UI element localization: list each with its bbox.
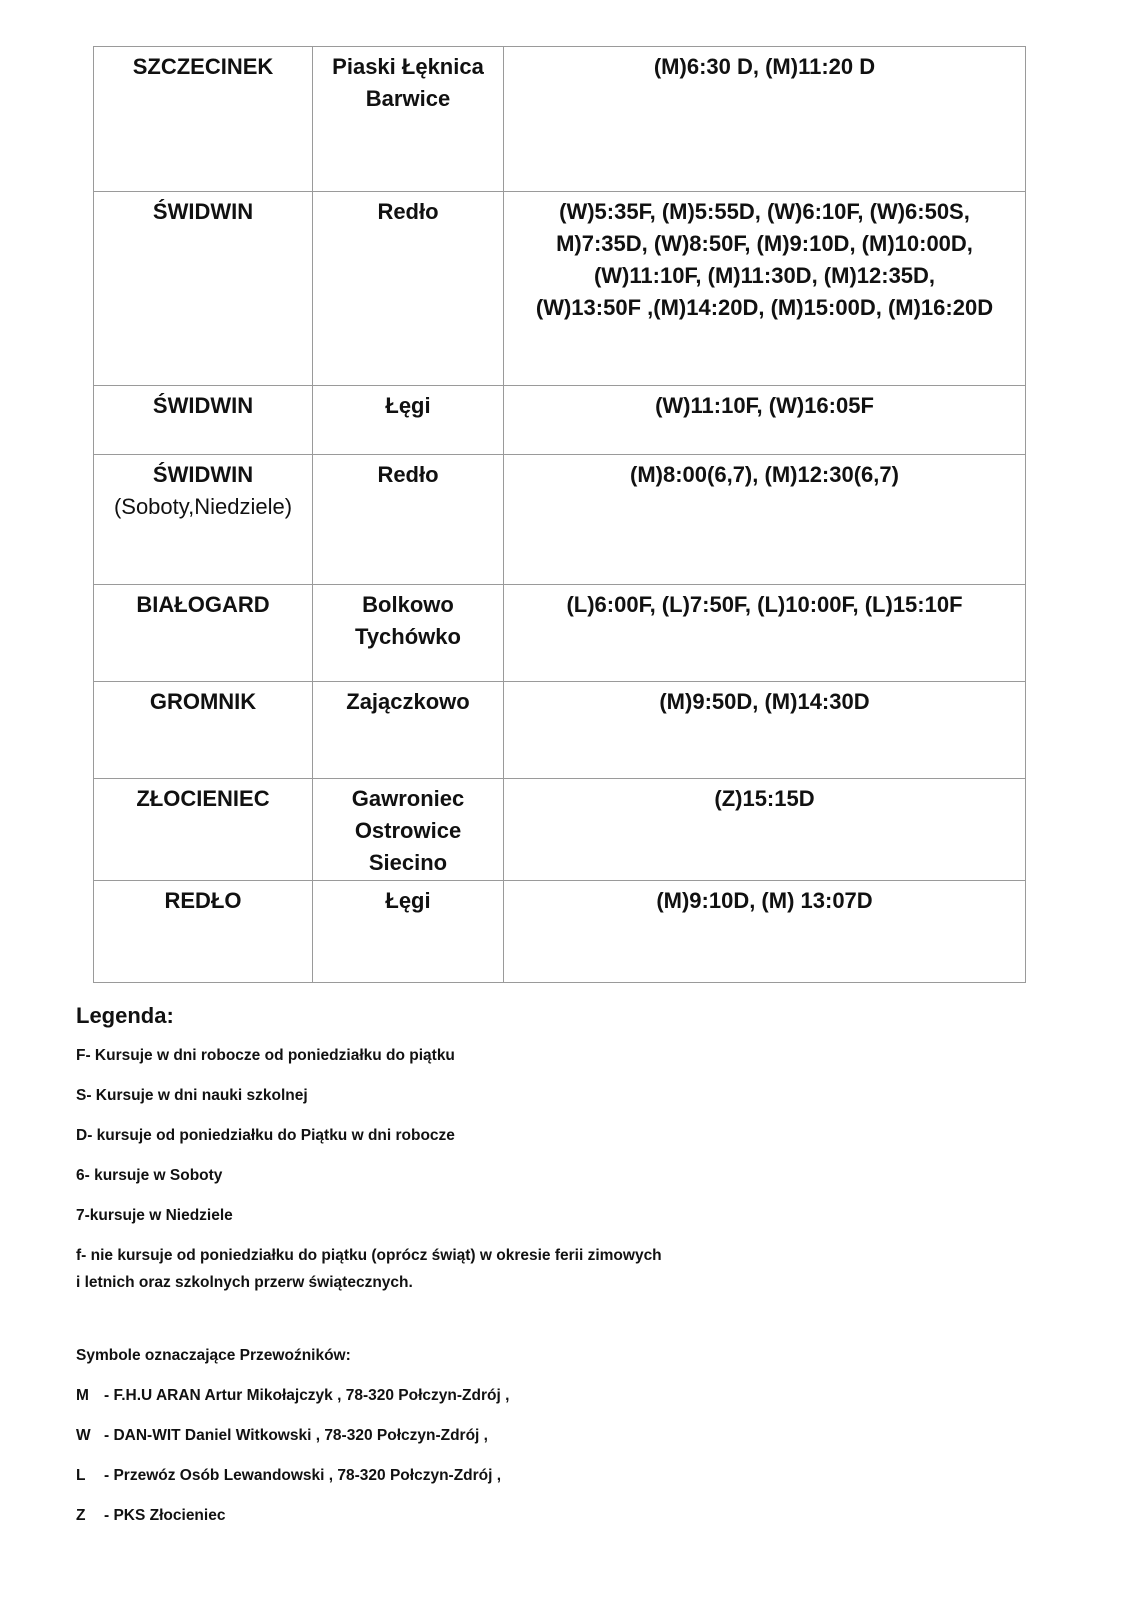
carrier-item [76,1466,1056,1486]
table-row [94,386,1026,455]
carrier-code: Z [76,1507,86,1524]
via-cell: Redło [313,455,504,585]
table-row [94,779,1026,881]
city-cell [94,881,313,983]
legend-item: F- Kursuje w dni robocze od poniedziałku do piątku [76,1047,455,1064]
city-cell [94,682,313,779]
carrier-code: L [76,1467,86,1484]
legend-item: D- kursuje od poniedziałku do Piątku w dni robocze [76,1127,455,1144]
table-row [94,585,1026,682]
times-cell: (M)8:00(6,7), (M)12:30(6,7) [504,455,1026,585]
via-cell: Łęgi [313,881,504,983]
via-cell: Łęgi [313,386,504,455]
carrier-item [76,1506,1056,1526]
carrier-text: - PKS Złocieniec [104,1507,226,1524]
table-row [94,192,1026,386]
times-cell: (Z)15:15D [504,779,1026,881]
legend-item: 7-kursuje w Niedziele [76,1207,233,1224]
city-name: ŚWIDWIN [152,199,254,224]
carrier-item [76,1426,1056,1446]
carrier-item [76,1386,1056,1406]
city-name: REDŁO [164,888,242,913]
city-name: SZCZECINEK [132,54,274,79]
carrier-text: - Przewóz Osób Lewandowski , 78-320 Połczyn-Zdrój , [104,1467,502,1484]
city-cell [94,455,313,585]
city-cell [94,585,313,682]
times-cell: (M)9:10D, (M) 13:07D [504,881,1026,983]
city-cell [94,779,313,881]
table-row [94,455,1026,585]
times-cell: (L)6:00F, (L)7:50F, (L)10:00F, (L)15:10F [504,585,1026,682]
city-name: GROMNIK [149,689,257,714]
city-name: BIAŁOGARD [136,592,270,617]
carrier-text: - F.H.U ARAN Artur Mikołajczyk , 78-320 Połczyn-Zdrój , [104,1387,510,1404]
via-cell: Zajączkowo [313,682,504,779]
city-cell [94,47,313,192]
city-name: ZŁOCIENIEC [136,786,270,811]
legend-item: S- Kursuje w dni nauki szkolnej [76,1087,308,1104]
times-cell: (W)5:35F, (M)5:55D, (W)6:10F, (W)6:50S, M)7:35D, (W)8:50F, (M)9:10D, (M)10:00D, (W)11:10F, (M)11:30D, (M)12:35D, (W)13:50F ,(M)14:20D, (M)15:00D, (M)16:20D [504,192,1026,386]
city-cell [94,192,313,386]
city-note: (Soboty,Niedziele) [113,494,293,519]
legend-title: Legenda: [76,1003,174,1028]
table-row [94,881,1026,983]
carrier-code: W [76,1427,91,1444]
via-cell: Piaski Łęknica Barwice [313,47,504,192]
times-cell: (M)9:50D, (M)14:30D [504,682,1026,779]
city-cell [94,386,313,455]
carrier-text: - DAN-WIT Daniel Witkowski , 78-320 Połczyn-Zdrój , [104,1427,488,1444]
via-cell: Bolkowo Tychówko [313,585,504,682]
via-cell: Redło [313,192,504,386]
legend-section [76,1002,1056,1546]
times-cell: (M)6:30 D, (M)11:20 D [504,47,1026,192]
table-row [94,47,1026,192]
via-cell: Gawroniec Ostrowice Siecino [313,779,504,881]
city-name: ŚWIDWIN [152,462,254,487]
carrier-code: M [76,1387,89,1404]
legend-item: f- nie kursuje od poniedziałku do piątku (oprócz świąt) w okresie ferii zimowych i letnich oraz szkolnych przerw świątecznych. [76,1247,662,1291]
times-cell: (W)11:10F, (W)16:05F [504,386,1026,455]
schedule-table [93,46,1026,983]
carriers-title: Symbole oznaczające Przewoźników: [76,1347,351,1364]
city-name: ŚWIDWIN [152,393,254,418]
legend-item: 6- kursuje w Soboty [76,1167,223,1184]
table-row [94,682,1026,779]
